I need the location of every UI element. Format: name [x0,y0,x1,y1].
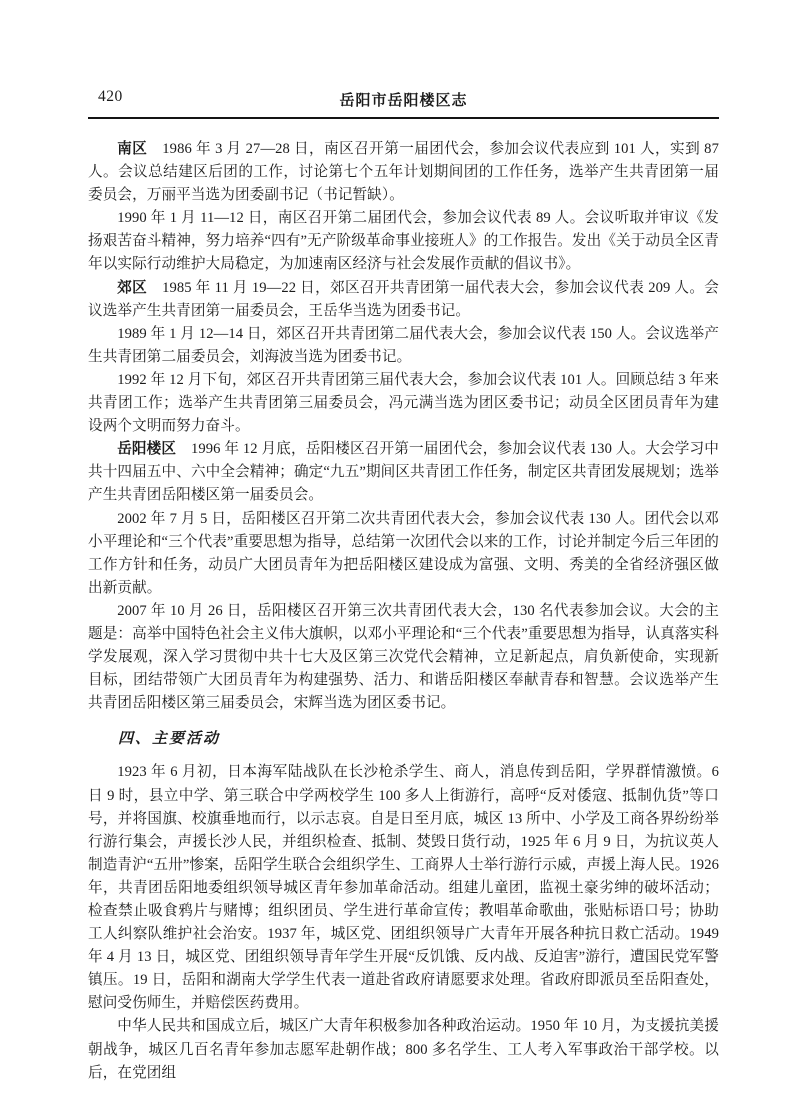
paragraph-text: 1996 年 12 月底，岳阳楼区召开第一届团代会，参加会议代表 130 人。大会学习中共十四届五中、六中全会精神；确定“九五”期间区共青团工作任务，制定区共青团发展规划；选举产生共青团岳阳楼区第一届委员会。 [88,441,719,504]
paragraph-text: 1986 年 3 月 27—28 日，南区召开第一届团代会，参加会议代表应到 101 人，实到 87 人。会议总结建区后团的工作，讨论第七个五年计划期间团的工作任务，选举产生共青团第一届委员会，万丽平当选为团委副书记（书记暂缺）。 [88,141,719,204]
paragraph-text: 1990 年 1 月 11—12 日，南区召开第二届团代会，参加会议代表 89 人。会议听取并审议《发扬艰苦奋斗精神，努力培养“四有”无产阶级革命事业接班人》的工作报告。发出《关于动员全区青年以实际行动维护大局稳定，为加速南区经济与社会发展作贡献的倡议书》。 [88,210,719,273]
paragraph-nanqu-1986 [88,138,719,207]
paragraph-text: 1992 年 12 月下旬，郊区召开共青团第三届代表大会，参加会议代表 101 人。回顾总结 3 年来共青团工作；选举产生共青团第三届委员会，冯元满当选为团区委书记；动员全区团员青年为建设两个文明而努力奋斗。 [88,371,719,435]
paragraph-yueyanglou-1996 [88,438,719,507]
paragraph-text: 1985 年 11 月 19—22 日，郊区召开共青团第一届代表大会，参加会议代表 209 人。会议选举产生共青团第一届委员会，王岳华当选为团委书记。 [88,279,720,319]
paragraph-text: 2007 年 10 月 26 日，岳阳楼区召开第三次共青团代表大会，130 名代表参加会议。大会的主题是：高举中国特色社会主义伟大旗帜，以邓小平理论和“三个代表”重要思想为指导，认真落实科学发展观，深入学习贯彻中共十七大及区第三次党代会精神，立足新起点，肩负新使命，实现新目标，团结带领广大团员青年为构建强势、活力、和谐岳阳楼区奉献青春和智慧。会议选举产生共青团岳阳楼区第三届委员会，宋辉当选为团区委书记。 [88,602,719,712]
district-label: 岳阳楼区 [117,441,177,458]
page-header [88,88,719,110]
paragraph-history-prc [88,1015,719,1084]
page-body [88,138,719,1085]
page-content [88,88,719,1085]
paragraph-history-1923 [88,761,719,1015]
paragraph-text: 2002 年 7 月 5 日，岳阳楼区召开第二次共青团代表大会，参加会议代表 130 人。团代会以邓小平理论和“三个代表”重要思想为指导，总结第一次团代会以来的工作，讨论并制定今后三年团的工作方针和任务，动员广大团员青年为把岳阳楼区建设成为富强、文明、秀美的全省经济强区做出新贡献。 [88,510,719,596]
paragraph-text: 中华人民共和国成立后，城区广大青年积极参加各种政治运动。1950 年 10 月，为支援抗美援朝战争，城区几百名青年参加志愿军赴朝作战；800 多名学生、工人考入军事政治干部学校。以后，在党团组 [88,1018,719,1081]
paragraph-yueyanglou-2007 [88,600,719,715]
paragraph-jiaoqu-1985 [88,277,719,323]
book-title: 岳阳市岳阳楼区志 [339,92,468,109]
paragraph-yueyanglou-2002 [88,508,719,600]
paragraph-jiaoqu-1992 [88,369,719,438]
paragraph-text: 1923 年 6 月初，日本海军陆战队在长沙枪杀学生、商人，消息传到岳阳，学界群情激愤。6 日 9 时，县立中学、第三联合中学两校学生 100 多人上街游行，高呼“反对倭寇、抵制仇货”等口号，并将国旗、校旗垂地而行，以示志哀。自是日至月底，城区 13 所中、小学及工商各界纷纷举行游行集会，声援长沙人民，并组织检查、抵制、焚毁日货行动，1925 年 6 月 9 日，为抗议英人制造青沪“五卅”惨案，岳阳学生联合会组织学生、工商界人士举行游行示威，声援上海人民。1926 年，共青团岳阳地委组织领导城区青年参加革命活动。组建儿童团，监视土豪劣绅的破坏活动；检查禁止吸食鸦片与赌博；组织团员、学生进行革命宣传；教唱革命歌曲，张贴标语口号；协助工人纠察队维护社会治安。1937 年，城区党、团组织领导广大青年开展各种抗日救亡活动。1949 年 4 月 13 日，城区党、团组织领导青年学生开展“反饥饿、反内战、反迫害”游行，遭国民党军警镇压。19 日，岳阳和湖南大学学生代表一道赴省政府请愿要求处理。省政府即派员至岳阳查处，慰问受伤师生，并赔偿医药费用。 [88,764,719,1012]
district-label: 南区 [117,141,148,157]
section-heading: 四、主要活动 [118,731,221,748]
paragraph-text: 1989 年 1 月 12—14 日，郊区召开共青团第二届代表大会，参加会议代表 150 人。会议选举产生共青团第二届委员会，刘海波当选为团委书记。 [88,325,719,365]
page-number: 420 [98,88,123,105]
paragraph-jiaoqu-1989 [88,323,719,369]
district-label: 郊区 [117,279,148,296]
paragraph-nanqu-1990 [88,207,719,276]
header-rule [88,117,719,119]
